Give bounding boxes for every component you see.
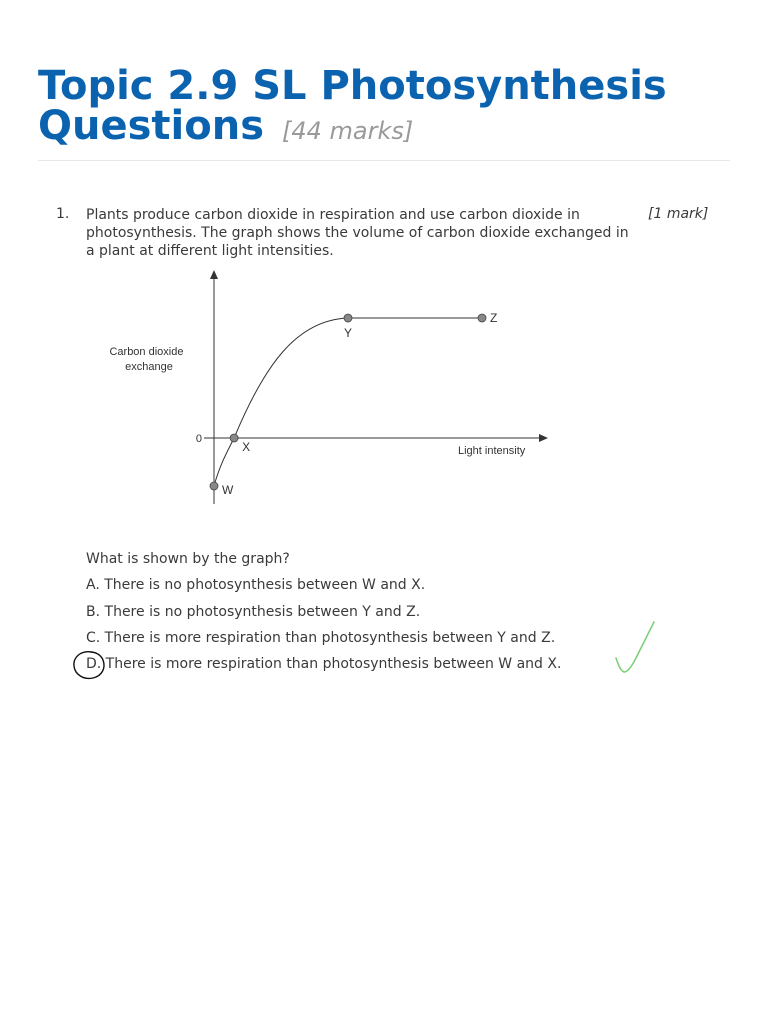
- page-title: [38, 63, 768, 151]
- point-x-label: X: [242, 440, 251, 454]
- x-axis-label: Light intensity: [458, 445, 526, 457]
- option-b-letter: B.: [86, 604, 101, 620]
- option-c-letter: C.: [86, 630, 101, 646]
- option-d-text: There is more respiration than photosynthesis between W and X.: [101, 656, 562, 672]
- page-title-text: Topic 2.9 SL Photosynthesis Questions: [38, 63, 667, 149]
- option-d-letter: D.: [86, 656, 102, 672]
- curve: [214, 318, 482, 486]
- y-axis-label-line-2: exchange: [125, 361, 173, 373]
- point-x-marker: [230, 434, 238, 442]
- title-divider: [38, 160, 730, 161]
- y-axis-arrow: [210, 270, 218, 279]
- point-w-marker: [210, 482, 218, 490]
- option-a-text: There is no photosynthesis between W and X.: [99, 577, 426, 593]
- answer-circle-annotation: [70, 648, 110, 682]
- option-b-text: There is no photosynthesis between Y and Z.: [100, 604, 421, 620]
- point-z-label: Z: [490, 311, 498, 325]
- co2-exchange-graph: [90, 268, 560, 508]
- point-y-marker: [344, 314, 352, 322]
- question-marks: [1 mark]: [648, 206, 709, 222]
- x-axis-arrow: [539, 434, 548, 442]
- option-b[interactable]: [86, 604, 420, 620]
- question-text: Plants produce carbon dioxide in respiration and use carbon dioxide in photosynthesis. The graph shows the volume of carbon dioxide exchanged in a plant at different light intensities.: [86, 207, 629, 259]
- y-zero-label: 0: [195, 433, 202, 445]
- total-marks: [44 marks]: [281, 117, 414, 145]
- point-z-marker: [478, 314, 486, 322]
- option-a[interactable]: [86, 577, 425, 593]
- y-axis-label: [109, 346, 186, 373]
- y-axis-label-line-1: Carbon dioxide: [109, 346, 184, 358]
- question-prompt: What is shown by the graph?: [86, 551, 290, 567]
- correct-tick-annotation: [610, 618, 660, 676]
- question-number: 1.: [56, 206, 70, 222]
- option-c[interactable]: [86, 630, 555, 646]
- option-d[interactable]: [86, 656, 561, 672]
- option-c-text: There is more respiration than photosynthesis between Y and Z.: [100, 630, 556, 646]
- point-w-label: W: [222, 483, 234, 497]
- option-a-letter: A.: [86, 577, 100, 593]
- point-y-label: Y: [344, 326, 353, 340]
